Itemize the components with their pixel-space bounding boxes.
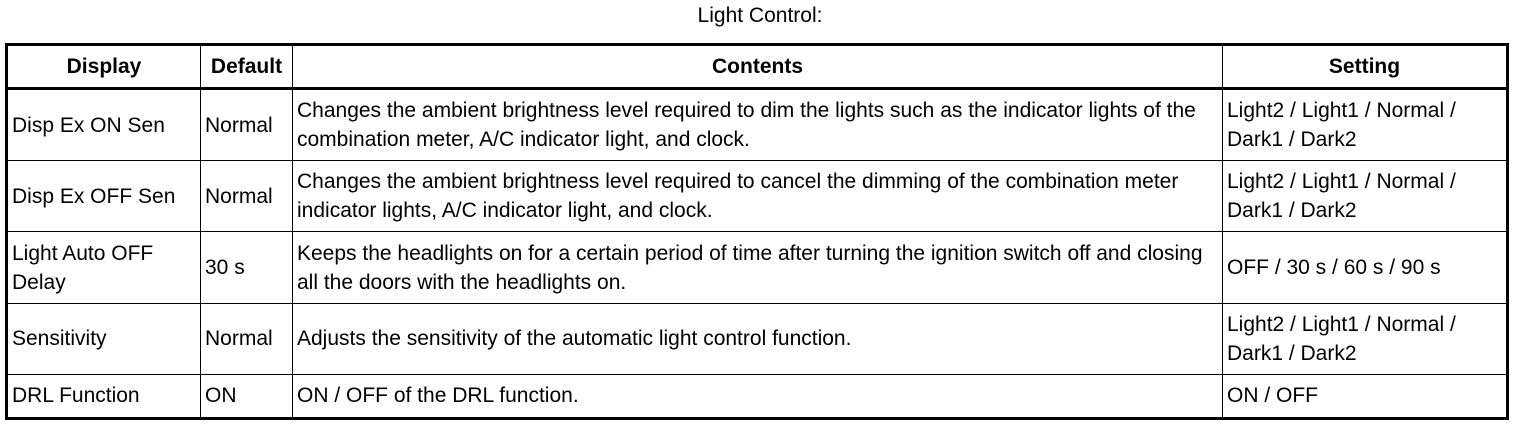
cell-display: Disp Ex ON Sen	[7, 89, 201, 161]
cell-default: Normal	[201, 303, 293, 374]
cell-contents: ON / OFF of the DRL function.	[293, 374, 1223, 418]
cell-default: Normal	[201, 161, 293, 232]
cell-setting: OFF / 30 s / 60 s / 90 s	[1223, 232, 1508, 303]
cell-setting: Light2 / Light1 / Normal / Dark1 / Dark2	[1223, 303, 1508, 374]
header-default: Default	[201, 45, 293, 89]
table-row	[7, 303, 1508, 374]
cell-default: 30 s	[201, 232, 293, 303]
page-title: Light Control:	[697, 4, 823, 27]
cell-display: Sensitivity	[7, 303, 201, 374]
cell-setting: Light2 / Light1 / Normal / Dark1 / Dark2	[1223, 89, 1508, 161]
header-setting: Setting	[1223, 45, 1508, 89]
table-row	[7, 232, 1508, 303]
cell-display: DRL Function	[7, 374, 201, 418]
header-display: Display	[7, 45, 201, 89]
header-contents: Contents	[293, 45, 1223, 89]
cell-contents: Changes the ambient brightness level required to dim the lights such as the indicator lights of the combination meter, A/C indicator light, and clock.	[293, 89, 1223, 161]
table-row	[7, 161, 1508, 232]
light-control-table	[5, 43, 1509, 420]
cell-contents: Adjusts the sensitivity of the automatic light control function.	[293, 303, 1223, 374]
table-row	[7, 89, 1508, 161]
cell-default: Normal	[201, 89, 293, 161]
cell-setting: ON / OFF	[1223, 374, 1508, 418]
cell-contents: Changes the ambient brightness level required to cancel the dimming of the combination meter indicator lights, A/C indicator light, and clock.	[293, 161, 1223, 232]
table-header-row	[7, 45, 1508, 89]
cell-default: ON	[201, 374, 293, 418]
table-row	[7, 374, 1508, 418]
cell-contents: Keeps the headlights on for a certain period of time after turning the ignition switch off and closing all the doors with the headlights on.	[293, 232, 1223, 303]
cell-display: Light Auto OFF Delay	[7, 232, 201, 303]
cell-display: Disp Ex OFF Sen	[7, 161, 201, 232]
cell-setting: Light2 / Light1 / Normal / Dark1 / Dark2	[1223, 161, 1508, 232]
